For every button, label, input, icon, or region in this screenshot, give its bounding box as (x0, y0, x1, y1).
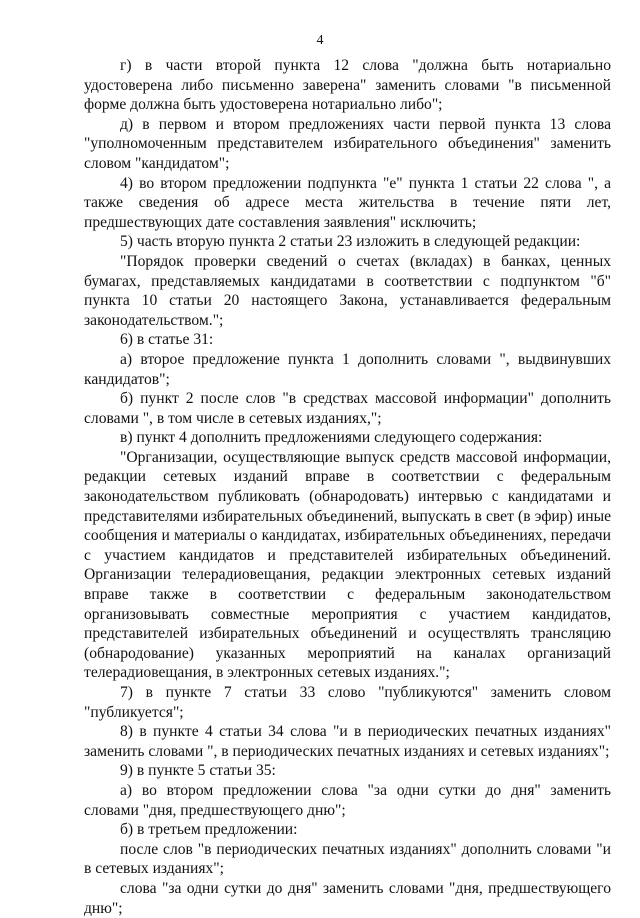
paragraph-b-item-2: б) пункт 2 после слов "в средствах массовой информации" дополнить словами ", в том числе в сетевых изданиях,"; (84, 390, 611, 427)
paragraph-5-article-23: 5) часть вторую пункта 2 статьи 23 изложить в следующей редакции: (120, 233, 581, 251)
paragraph-7-article-33: 7) в пункте 7 статьи 33 слово "публикуются" заменить словом "публикуется"; (84, 684, 611, 721)
paragraph-quote-accounts: "Порядок проверки сведений о счетах (вкладах) в банках, ценных бумагах, представляемых кандидатами в соответствии с подпунктом "б" пункта 10 статьи 20 настоящего Закона, устанавливается федеральным законодательством."; (84, 252, 611, 329)
paragraph-g-item-12: г) в части второй пункта 12 слова "должна быть нотариально удостоверена либо письменно заверена" заменить словами "в письменной форме должна быть удостоверена нотариально либо"; (84, 57, 611, 114)
paragraph-b-third-sentence: б) в третьем предложении: (120, 821, 298, 839)
paragraph-words-replace: слова "за одни сутки до дня" заменить словами "дня, предшествующего дню"; (84, 879, 611, 917)
paragraph-a-second-sentence: а) во втором предложении слова "за одни сутки до дня" заменить словами "дня, предшествующего дню"; (84, 781, 611, 819)
paragraph-9-article-35: 9) в пункте 5 статьи 35: (120, 762, 276, 780)
paragraph-4-article-22: 4) во втором предложении подпункта "е" пункта 1 статьи 22 слова ", а также сведения об адресе места жительства в течение пяти лет, предшествующих дате составления заявления" исключить; (84, 174, 611, 231)
paragraph-v-item-4: в) пункт 4 дополнить предложениями следующего содержания: (120, 429, 543, 447)
page-number: 4 (316, 33, 324, 48)
paragraph-d-item-13: д) в первом и втором предложениях части первой пункта 13 слова "уполномоченным представителем избирательного объединения" заменить словом "кандидатом"; (84, 115, 611, 172)
document-body (84, 56, 611, 918)
paragraph-8-article-34: 8) в пункте 4 статьи 34 слова "и в периодических печатных изданиях" заменить словами ", в периодических печатных изданиях и сетевых изданиях"; (84, 723, 611, 760)
paragraph-a-item-1: а) второе предложение пункта 1 дополнить словами ", выдвинувших кандидатов"; (84, 350, 611, 388)
paragraph-after-words: после слов "в периодических печатных изданиях" дополнить словами "и в сетевых изданиях"; (84, 840, 611, 878)
paragraph-6-article-31: 6) в статье 31: (120, 331, 214, 349)
paragraph-quote-organizations: "Организации, осуществляющие выпуск средств массовой информации, редакции сетевых изданий вправе в соответствии с федеральным законодательством публиковать (обнародовать) интервью с кандидатами и представителями избирательных объединений, выпускать в свет (в эфир) иные сообщения и материалы о кандидатах, избирательных объединениях, передачи с участием кандидатов и представителей избирательных объединений. Организации телерадиовещания, редакции электронных сетевых изданий вправе также в соответствии с федеральным законодательством организовывать совместные мероприятия с участием кандидатов, представителей избирательных объединений и осуществлять трансляцию (обнародование) указанных мероприятий на каналах организаций телерадиовещания, в электронных сетевых изданиях."; (84, 448, 611, 682)
